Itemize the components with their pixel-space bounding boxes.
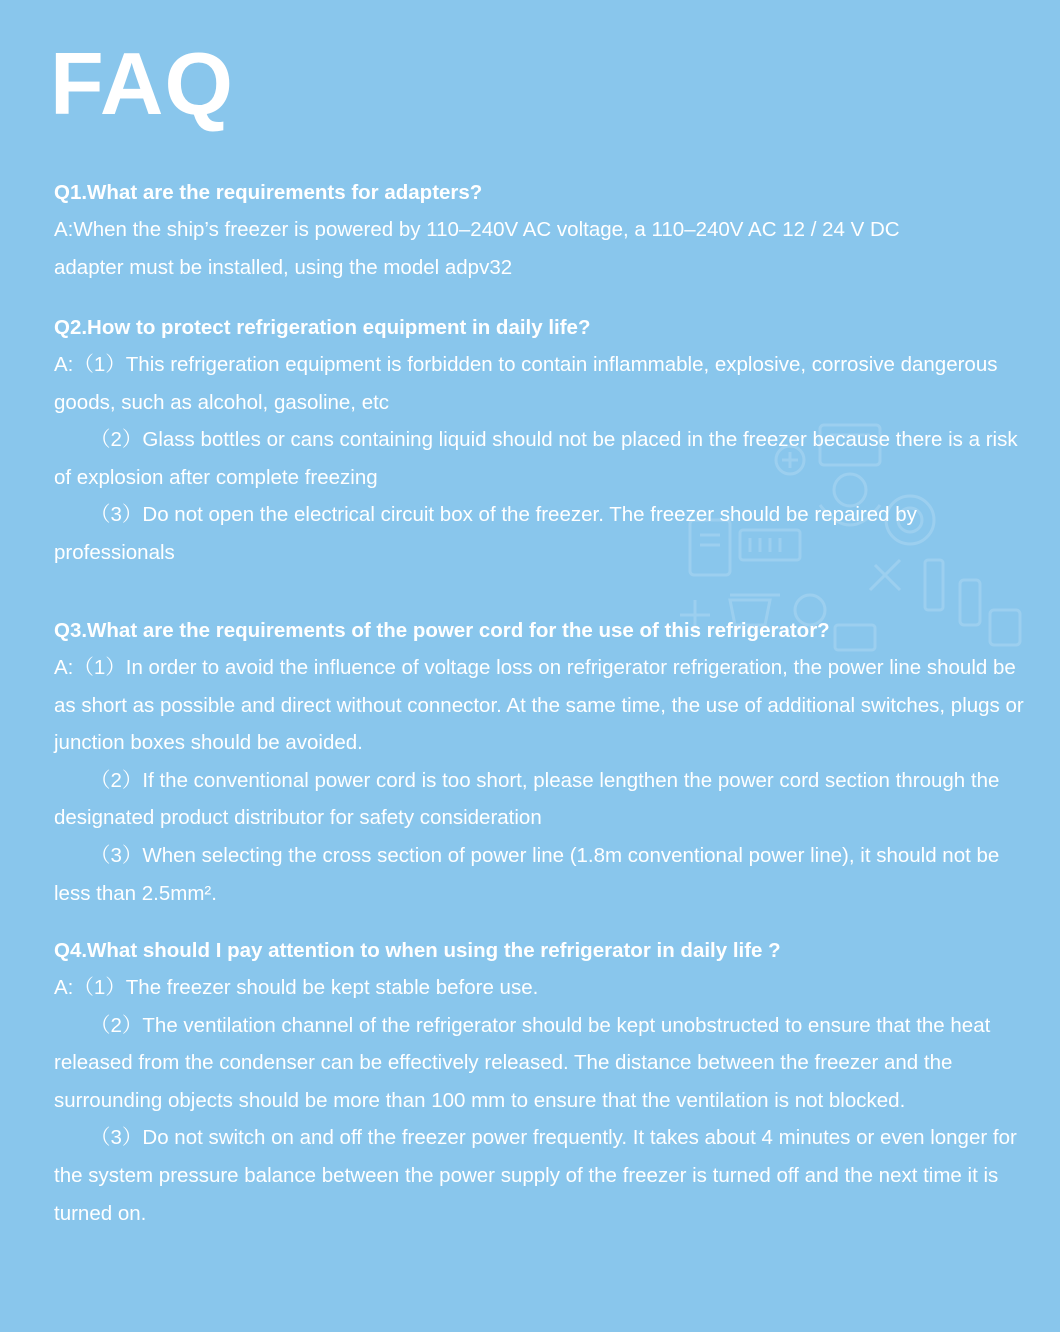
faq-item-1	[54, 174, 1034, 286]
faq-answer: （2）The ventilation channel of the refrigerator should be kept unobstructed to ensure that the heat released from the condenser can be effectively released. The distance between the freezer and the surrounding objects should be more than 100 mm to ensure that the ventilation is not blocked.	[54, 1013, 991, 1112]
faq-answer: （3）When selecting the cross section of power line (1.8m conventional power line), it should not be less than 2.5mm².	[54, 843, 1000, 905]
faq-item-3	[54, 612, 1034, 912]
faq-answer: A:（1）The freezer should be kept stable before use.	[54, 976, 539, 999]
page-title: FAQ	[50, 34, 234, 133]
faq-question: Q4.What should I pay attention to when using the refrigerator in daily life ?	[54, 939, 781, 962]
faq-question: Q2.How to protect refrigeration equipment in daily life?	[54, 316, 591, 339]
faq-answer: （3）Do not open the electrical circuit box of the freezer. The freezer should be repaired by professionals	[54, 503, 917, 564]
faq-answer: A:When the ship’s freezer is powered by 110–240V AC voltage, a 110–240V AC 12 / 24 V DC adapter must be installed, using the model adpv32	[54, 218, 900, 279]
faq-answer: （2）Glass bottles or cans containing liquid should not be placed in the freezer because there is a risk of explosion after complete freezing	[54, 428, 1018, 489]
faq-question: Q3.What are the requirements of the power cord for the use of this refrigerator?	[54, 619, 830, 642]
faq-answer: A:（1）In order to avoid the influence of voltage loss on refrigerator refrigeration, the power line should be as short as possible and direct without connector. At the same time, the use of additional switches, plugs or junction boxes should be avoided.	[54, 656, 1024, 755]
faq-answer: （2）If the conventional power cord is too short, please lengthen the power cord section through the designated product distributor for safety consideration	[54, 768, 1000, 830]
faq-answer: （3）Do not switch on and off the freezer power frequently. It takes about 4 minutes or even longer for the system pressure balance between the power supply of the freezer is turned off and the next time it is turned on.	[54, 1126, 1017, 1225]
faq-item-4	[54, 932, 1034, 1232]
faq-item-2	[54, 309, 1034, 572]
faq-question: Q1.What are the requirements for adapters?	[54, 181, 483, 204]
faq-answer: A:（1）This refrigeration equipment is forbidden to contain inflammable, explosive, corrosive dangerous goods, such as alcohol, gasoline, etc	[54, 353, 998, 414]
